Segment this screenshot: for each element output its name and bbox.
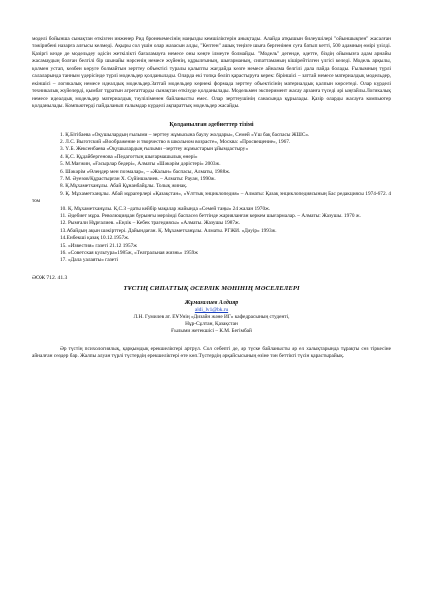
- reference-item: 4. Қ.С. Құдайбергенова «Педагогтың шығармашылық өнері»: [60, 153, 198, 160]
- reference-item: 6. Шәкәрім «Өлеңдер мен поэмалар», – «Жалын» баспасы, Алматы, 1988ж.: [60, 168, 231, 175]
- reference-item: 7. М. Әуезов/Құрастырған Х. Сүйіншәлиев. – Алматы: Рауан, 1990ж.: [60, 175, 216, 182]
- reference-item: 11. Әдебиет мұра. Революциядан бурынғы мерзімді баспасөз беттінде жарияланған керкем шығармалар. – Алматы: Жазушы. 1970 ж.: [60, 213, 361, 219]
- author-affiliation: Л.Н. Гумилев ат. ЕҰУнің «Дизайн және ИГ» кафедрасының студенті,: [133, 314, 290, 321]
- body-paragraph: моделі бойынша сынақтан өткізген инженер Рид бронекемесінің маңызды кемшіліктерін анықтады. Алайда атқышын билеушілері "ойыншықпен" жасалған тәжірибені назарға алғысы келмеді. Ақыры сол үшін олар жазасын алды, "Кептен" ашық теңізге шыға бергенінен суға батып кетті, 500 адамның өмірі үзілді. Қазіргі кезде де модельдеу әдісін жеткілікті бағаламауға немесе оны көңге ілмеуге болмайды. "Модель" дегенде, әдетте, біздің ойымызға адам арнайы жасамаудың болған белгілі бір шынайы нәрсенің немесе жүйенің, құрылғының, шығарманың, сипаттаманың кішірейтілген үлгісі келеді. Модель арқылы, қолмен устап, көзбен көруге болмайтын зерттеу объектісі туралы қалыпты жағдайда көзге немесе айналма белгілі дала пайда болады. Ғылымның түрлі салаларында танным үдерісінде түрлі модельдер қолданылады. Оларда екі топқа бөліп қарастыруға керек: біріншісі – заттай немесе материалдық модельдер, екіншісі – логикалық немесе идеалдық модельдер.Заттай модельдер көрнекі формада зерттеу объектісінің материалдық қалпын көрсетеді. Олар күрделі техникалық жүйелерді, қымбат тұратын агрегаттарды сынақтан өткізуде қолданылады. Модельмен эксперимент жасау арзанға түседі әрі ыңғайлы.Логикалық немесе идеалдық модельдер материалдық тәуліліменен байланысты емес. Олар зерттеушінің санасында құрылады. Қазір оларды жасауға компьютер қолданылады. Компьютерді пайдаланып ғалымдар күрделі ақпараттық модельдер жасайды.: [32, 36, 391, 110]
- article-title: ТҰСТІҢ СИПАТТЫҚ ӘСЕРЛІК МӘНІНІҢ МӘСЕЛЕЛЕРІ: [123, 284, 300, 292]
- author-city: Нұр-Сұлтан, Қазақстан: [185, 321, 238, 328]
- reference-item: 9. Қ. Мұхаметханұлы. Абай мұрагерлері «Қазақстан», «Ұлттық энциклопедия» – Алматы: Қазақ энциклопедиясының Бас редакциясы 1974-672. 4 том: [32, 190, 391, 205]
- reference-item: 2. Л.С. Выготский «Воображение и творчество в школьном возрасте», Москва: «Просвещение», 1967.: [60, 138, 291, 145]
- reference-item: 15. «Известия» газеті 21.12 1957ж: [60, 242, 137, 249]
- reference-item: 10. Қ. Мұхаметханұлы. Қ.С.З –даты кейбір мақалар жайында «Семей таңы» 24 жалан 1970ж.: [60, 205, 271, 212]
- references-list: [32, 132, 391, 265]
- reference-item: 5. М.Мағжин, «Ғасырлар бедері», Алматы «Шәкәрім дәрістері» 2003ж.: [60, 161, 221, 168]
- reference-item: 16. «Советская культура»1985ж, «Театральная жизнь» 1959ж: [60, 250, 198, 257]
- reference-item: 8. Қ.Мұхаметханұлы. Абай Құнанбайұлы. Толық жинақ.: [60, 183, 188, 190]
- reference-item: 17. «Дала уалаяты» газеті: [60, 257, 118, 264]
- reference-item: 14.Енбекші қазақ 10.12.1957ж.: [60, 235, 130, 242]
- author-name: Жұмағалиев Алдияр: [184, 299, 239, 306]
- reference-item: 1. Қ.Бітібаева «Оқушылардың ғылыми – зерттеу жұмысына баулу жолдары», Семей «Үш бақ баспасы ЖШС».: [60, 131, 310, 138]
- abstract-paragraph: Әр түстің психологиялық, қарқымдық ерекшеліктері артрүл. Сол себепті де, әр түске байланысты әр ел халықтарында тұрақты сөз тіркесіне айналған сөздер бар. Жалпы алуан түрлі түстердің ерекшеліктері өте көп.Түстердің әрқайсысының өзіне тән беттікті түсін қарастырайық.: [32, 345, 391, 360]
- udc-code: ӘОЖ 712. 41.3: [32, 274, 68, 281]
- reference-item: 13.Абайдың ақын шәкірттері. Дайындаған. Қ. Мұхаметханұлы. Алматы. РГЖИ. «Дәуір» 1993ж.: [60, 227, 277, 234]
- author-email-link[interactable]: aldi_lv1@bk.ru: [194, 306, 229, 313]
- author-email-line: [32, 307, 391, 314]
- reference-item: 12. Рымғали Нұрғалиев. «Еңлік – Кебек трагедиясы» «Алматы. Жазушы 1987ж.: [60, 220, 241, 227]
- reference-item: 3. Ү.Б. Жексенбаева «Оқушылардың ғылыми –зерттеу жұмыстарын ұйымдастыру»: [60, 146, 249, 153]
- references-title: Қолданылған әдебиеттер тізімі: [169, 121, 254, 128]
- supervisor: Ғылыми жетекшісі – К.М. Бегімбай: [171, 328, 252, 335]
